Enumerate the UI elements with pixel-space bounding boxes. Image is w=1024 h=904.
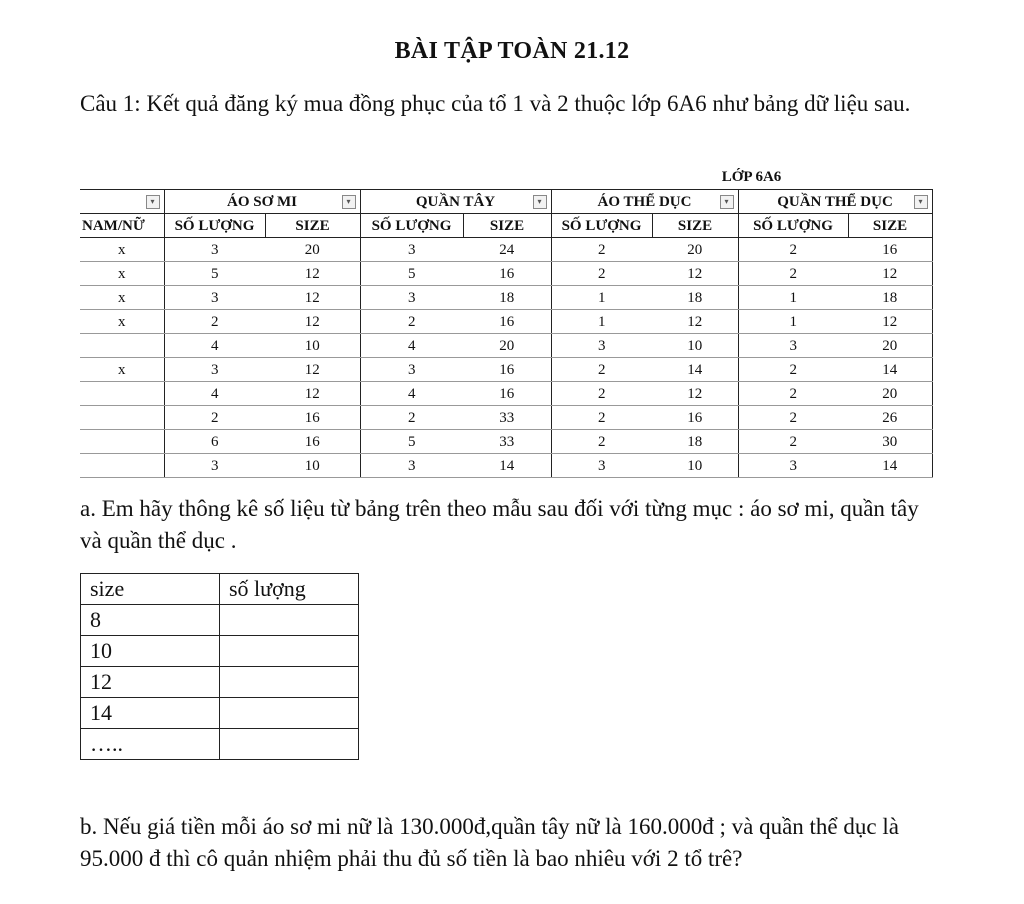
- quantity-cell: 1: [551, 310, 652, 334]
- group-ao-so-mi: ÁO SƠ MI ▾: [164, 190, 360, 214]
- quantity-cell: 2: [738, 262, 848, 286]
- header-size: SIZE: [848, 214, 932, 238]
- size-cell: 14: [463, 454, 551, 478]
- statistics-template-table: [80, 573, 359, 760]
- gender-cell: x: [80, 310, 164, 334]
- template-quantity-cell[interactable]: [220, 636, 359, 667]
- filter-dropdown-icon[interactable]: ▾: [146, 195, 160, 209]
- quantity-cell: 2: [738, 430, 848, 454]
- gender-cell: x: [80, 262, 164, 286]
- quantity-cell: 4: [360, 382, 463, 406]
- quantity-cell: 3: [164, 454, 265, 478]
- header-so-luong: SỐ LƯỢNG: [738, 214, 848, 238]
- group-header-row: [80, 190, 932, 214]
- header-size: SIZE: [265, 214, 360, 238]
- quantity-cell: 3: [360, 238, 463, 262]
- size-cell: 12: [265, 262, 360, 286]
- filter-dropdown-icon[interactable]: ▾: [720, 195, 734, 209]
- size-cell: 10: [265, 334, 360, 358]
- size-cell: 12: [848, 310, 932, 334]
- size-cell: 18: [848, 286, 932, 310]
- quantity-cell: 1: [738, 286, 848, 310]
- size-cell: 12: [265, 286, 360, 310]
- table-row: [80, 310, 932, 334]
- size-cell: 10: [265, 454, 360, 478]
- template-row: [81, 636, 359, 667]
- gender-cell: [80, 382, 164, 406]
- quantity-cell: 2: [551, 430, 652, 454]
- size-cell: 20: [848, 382, 932, 406]
- quantity-cell: 2: [164, 310, 265, 334]
- template-quantity-cell[interactable]: [220, 698, 359, 729]
- template-quantity-cell[interactable]: [220, 667, 359, 698]
- quantity-cell: 2: [738, 358, 848, 382]
- quantity-cell: 3: [551, 334, 652, 358]
- class-label: LỚP 6A6: [721, 169, 782, 185]
- quantity-cell: 2: [551, 238, 652, 262]
- filter-cell[interactable]: [80, 190, 164, 214]
- question-b-text: b. Nếu giá tiền mỗi áo sơ mi nữ là 130.000đ,quần tây nữ là 160.000đ ; và quần thể dục là 95.000 đ thì cô quản nhiệm phải thu đủ số tiền là bao nhiêu với 2 tổ trê?: [80, 814, 899, 871]
- size-cell: 16: [652, 406, 738, 430]
- size-cell: 12: [652, 310, 738, 334]
- size-cell: 12: [265, 310, 360, 334]
- template-size-cell: 14: [81, 698, 220, 729]
- gender-cell: [80, 454, 164, 478]
- question-a-text: a. Em hãy thông kê số liệu từ bảng trên theo mẫu sau đối với từng mục : áo sơ mi, quần tây và quần thể dục .: [80, 496, 919, 553]
- quantity-cell: 3: [738, 454, 848, 478]
- gender-cell: [80, 406, 164, 430]
- size-cell: 16: [463, 358, 551, 382]
- template-row: [81, 667, 359, 698]
- table-row: [80, 406, 932, 430]
- table-row: [80, 238, 932, 262]
- template-quantity-cell[interactable]: [220, 729, 359, 760]
- gender-cell: [80, 334, 164, 358]
- column-header-row: [80, 214, 932, 238]
- size-cell: 14: [848, 358, 932, 382]
- header-size: SIZE: [652, 214, 738, 238]
- quantity-cell: 5: [164, 262, 265, 286]
- table-row: [80, 454, 932, 478]
- quantity-cell: 2: [551, 382, 652, 406]
- filter-dropdown-icon[interactable]: ▾: [533, 195, 547, 209]
- gender-cell: x: [80, 238, 164, 262]
- template-header-quantity: số lượng: [220, 574, 359, 605]
- gender-cell: [80, 430, 164, 454]
- size-cell: 18: [463, 286, 551, 310]
- template-size-cell: …..: [81, 729, 220, 760]
- size-cell: 16: [463, 310, 551, 334]
- uniform-data-table: [80, 165, 932, 478]
- quantity-cell: 2: [164, 406, 265, 430]
- size-cell: 16: [463, 262, 551, 286]
- table-row: [80, 334, 932, 358]
- header-so-luong: SỐ LƯỢNG: [551, 214, 652, 238]
- table-row: [80, 358, 932, 382]
- size-cell: 10: [652, 454, 738, 478]
- quantity-cell: 2: [738, 238, 848, 262]
- size-cell: 14: [848, 454, 932, 478]
- size-cell: 24: [463, 238, 551, 262]
- group-quan-tay: QUẦN TÂY ▾: [360, 190, 551, 214]
- template-row: [81, 729, 359, 760]
- size-cell: 33: [463, 430, 551, 454]
- size-cell: 12: [652, 262, 738, 286]
- quantity-cell: 3: [164, 286, 265, 310]
- size-cell: 12: [265, 382, 360, 406]
- size-cell: 20: [652, 238, 738, 262]
- quantity-cell: 2: [360, 406, 463, 430]
- quantity-cell: 4: [164, 382, 265, 406]
- size-cell: 16: [848, 238, 932, 262]
- size-cell: 14: [652, 358, 738, 382]
- quantity-cell: 1: [551, 286, 652, 310]
- question-1-text: Câu 1: Kết quả đăng ký mua đồng phục của tổ 1 và 2 thuộc lớp 6A6 như bảng dữ liệu sau.: [80, 91, 911, 116]
- size-cell: 16: [265, 406, 360, 430]
- quantity-cell: 2: [551, 406, 652, 430]
- gender-cell: x: [80, 358, 164, 382]
- header-so-luong: SỐ LƯỢNG: [360, 214, 463, 238]
- quantity-cell: 2: [360, 310, 463, 334]
- template-quantity-cell[interactable]: [220, 605, 359, 636]
- table-row: [80, 262, 932, 286]
- group-quan-the-duc: QUẦN THỂ DỤC ▾: [738, 190, 932, 214]
- quantity-cell: 3: [164, 358, 265, 382]
- quantity-cell: 4: [164, 334, 265, 358]
- quantity-cell: 1: [738, 310, 848, 334]
- gender-cell: x: [80, 286, 164, 310]
- size-cell: 16: [265, 430, 360, 454]
- template-row: [81, 698, 359, 729]
- template-header-size: size: [81, 574, 220, 605]
- size-cell: 12: [265, 358, 360, 382]
- template-row: [81, 605, 359, 636]
- size-cell: 16: [463, 382, 551, 406]
- quantity-cell: 3: [551, 454, 652, 478]
- quantity-cell: 3: [738, 334, 848, 358]
- table-row: [80, 382, 932, 406]
- quantity-cell: 5: [360, 262, 463, 286]
- quantity-cell: 3: [164, 238, 265, 262]
- table-row: [80, 430, 932, 454]
- template-size-cell: 8: [81, 605, 220, 636]
- quantity-cell: 3: [360, 286, 463, 310]
- size-cell: 18: [652, 286, 738, 310]
- quantity-cell: 3: [360, 454, 463, 478]
- template-header-row: [81, 574, 359, 605]
- header-so-luong: SỐ LƯỢNG: [164, 214, 265, 238]
- quantity-cell: 2: [551, 262, 652, 286]
- filter-dropdown-icon[interactable]: ▾: [914, 195, 928, 209]
- quantity-cell: 2: [551, 358, 652, 382]
- quantity-cell: 2: [738, 406, 848, 430]
- quantity-cell: 5: [360, 430, 463, 454]
- quantity-cell: 3: [360, 358, 463, 382]
- size-cell: 33: [463, 406, 551, 430]
- size-cell: 20: [848, 334, 932, 358]
- size-cell: 20: [463, 334, 551, 358]
- size-cell: 20: [265, 238, 360, 262]
- size-cell: 30: [848, 430, 932, 454]
- size-cell: 10: [652, 334, 738, 358]
- quantity-cell: 2: [738, 382, 848, 406]
- template-size-cell: 12: [81, 667, 220, 698]
- size-cell: 18: [652, 430, 738, 454]
- quantity-cell: 6: [164, 430, 265, 454]
- filter-dropdown-icon[interactable]: ▾: [342, 195, 356, 209]
- table-row: [80, 286, 932, 310]
- size-cell: 12: [652, 382, 738, 406]
- group-ao-the-duc: ÁO THỂ DỤC ▾: [551, 190, 738, 214]
- size-cell: 26: [848, 406, 932, 430]
- quantity-cell: 4: [360, 334, 463, 358]
- page-title: BÀI TẬP TOÀN 21.12: [394, 38, 630, 64]
- template-size-cell: 10: [81, 636, 220, 667]
- header-nam-nu: NAM/NỮ: [80, 214, 164, 238]
- size-cell: 12: [848, 262, 932, 286]
- header-size: SIZE: [463, 214, 551, 238]
